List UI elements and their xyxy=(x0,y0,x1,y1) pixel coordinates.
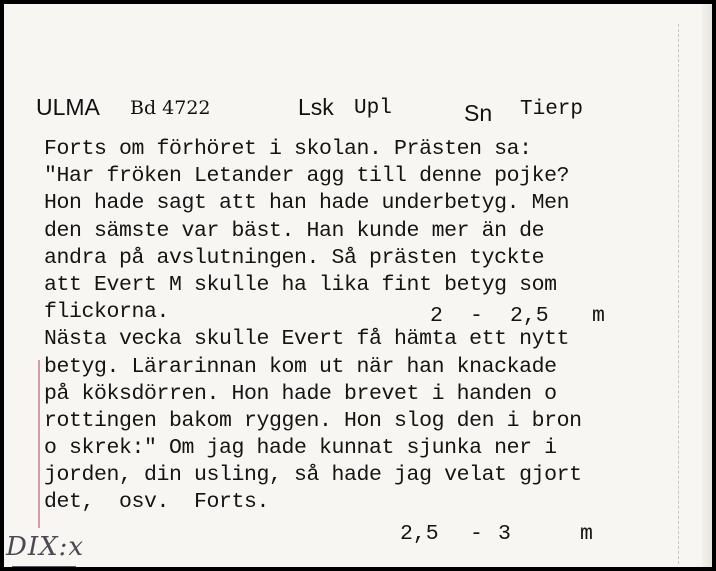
text-line: Forts om förhöret i skolan. Prästen sa: xyxy=(44,137,532,161)
text-line: på köksdörren. Hon hade brevet i handen o xyxy=(44,381,557,406)
range-1-from: 2 xyxy=(430,304,443,328)
text-line: Nästa vecka skulle Evert få hämta ett nytt xyxy=(44,327,570,352)
text-line: o skrek:" Om jag hade kunnat sjunka ner i xyxy=(44,436,557,461)
text-line: Hon hade sagt att han hade underbetyg. Men xyxy=(44,191,570,216)
text-line: den sämste var bäst. Han kunde mer än de xyxy=(44,218,545,243)
card-edge xyxy=(702,4,712,567)
range-2-to: 3 xyxy=(498,522,511,546)
text-line: "Har fröken Letander agg till denne pojke? xyxy=(44,164,570,189)
range-2-unit: m xyxy=(580,522,593,546)
landskap-value: Upl xyxy=(354,97,392,120)
landskap-label: Lsk xyxy=(298,94,334,120)
text-line: rottingen bakom ryggen. Hon slog den i bron xyxy=(44,408,582,433)
card-header xyxy=(36,94,676,130)
text-line: det, osv. Forts. xyxy=(44,490,270,515)
socken-value: Tierp xyxy=(520,98,584,121)
text-line: flickorna. xyxy=(44,300,170,325)
margin-mark xyxy=(38,360,40,528)
stamp-underline xyxy=(12,566,76,567)
volume-number: Bd 4722 xyxy=(130,97,211,119)
classification-stamp: DIX:x xyxy=(6,532,85,562)
text-line: att Evert M skulle ha lika fint betyg som xyxy=(44,272,557,297)
archive-code: ULMA xyxy=(36,94,100,120)
range-2-from: 2,5 xyxy=(400,522,439,546)
range-1-to: 2,5 xyxy=(510,304,549,328)
socken-label: Sn xyxy=(464,100,493,126)
text-line: betyg. Lärarinnan kom ut när han knackade xyxy=(44,354,557,379)
text-line: andra på avslutningen. Så prästen tyckte xyxy=(44,245,545,270)
range-1-unit: m xyxy=(592,304,605,328)
range-2-dash: - xyxy=(470,522,483,546)
archive-card xyxy=(4,4,712,567)
text-line: jorden, din usling, så hade jag velat gjort xyxy=(44,463,582,488)
range-1-dash: - xyxy=(470,304,483,328)
card-text xyxy=(44,136,684,517)
